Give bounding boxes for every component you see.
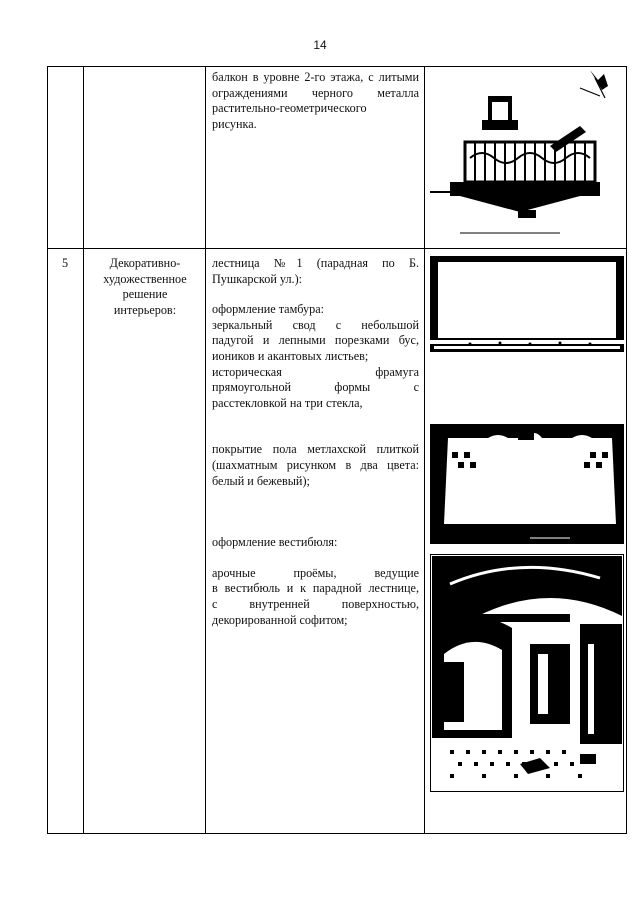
text-line: иоников и акантовых листьев; [212,348,369,363]
text-line: решение [122,287,168,302]
row-divider [47,248,627,249]
text-line: художественное [103,271,187,286]
text-line: белый и бежевый); [212,473,310,488]
text-line: покрытие пола метлахской плиткой [212,442,419,457]
page-number: 14 [313,38,327,52]
text-line: расстекловкой на три стекла, [212,395,363,410]
description-cell [212,256,419,628]
vestibule-heading: оформление тамбура: [212,302,325,317]
table-border-left [47,66,48,834]
column-divider-3 [424,66,425,834]
table-border-right [626,66,627,834]
text-line: декорированной софитом; [212,612,348,627]
heritage-table [47,66,627,834]
text-line: (шахматным рисунком в два цвета: [212,457,419,472]
table-border-top [47,66,627,67]
subject-cell [87,256,203,318]
text-line: Пушкарской ул.): [212,271,303,286]
column-divider-1 [83,66,84,834]
column-divider-2 [205,66,206,834]
table-border-bottom [47,833,627,834]
floor-photo [430,418,624,544]
text-line: прямоугольной формы с [212,380,419,395]
text-line: растительно-геометрического [212,101,367,116]
lobby-heading: оформление вестибюля: [212,535,338,550]
row-number: 5 [61,256,69,270]
text-line: историческая фрамуга [212,364,419,379]
balcony-description [212,70,419,132]
text-line: ограждениями черного металла [212,85,419,100]
text-line: балкон в уровне 2-го этажа, с литыми [212,70,419,84]
text-line: падугой и лепными порезками бус, [212,333,419,348]
text-line: лестница №1 (парадная по Б. [212,256,419,270]
balcony-photo [430,68,624,238]
text-line: интерьеров: [113,302,177,317]
text-line: рисунка. [212,116,257,131]
vault-photo [430,256,624,352]
text-line: в вестибюль и к парадной лестнице, [212,581,419,596]
lobby-photo [430,554,624,792]
text-line: с внутренней поверхностью, [212,596,419,611]
text-line: арочные проёмы, ведущие [212,565,419,580]
text-line: зеркальный свод с небольшой [212,317,419,332]
text-line: Декоративно- [109,256,181,270]
